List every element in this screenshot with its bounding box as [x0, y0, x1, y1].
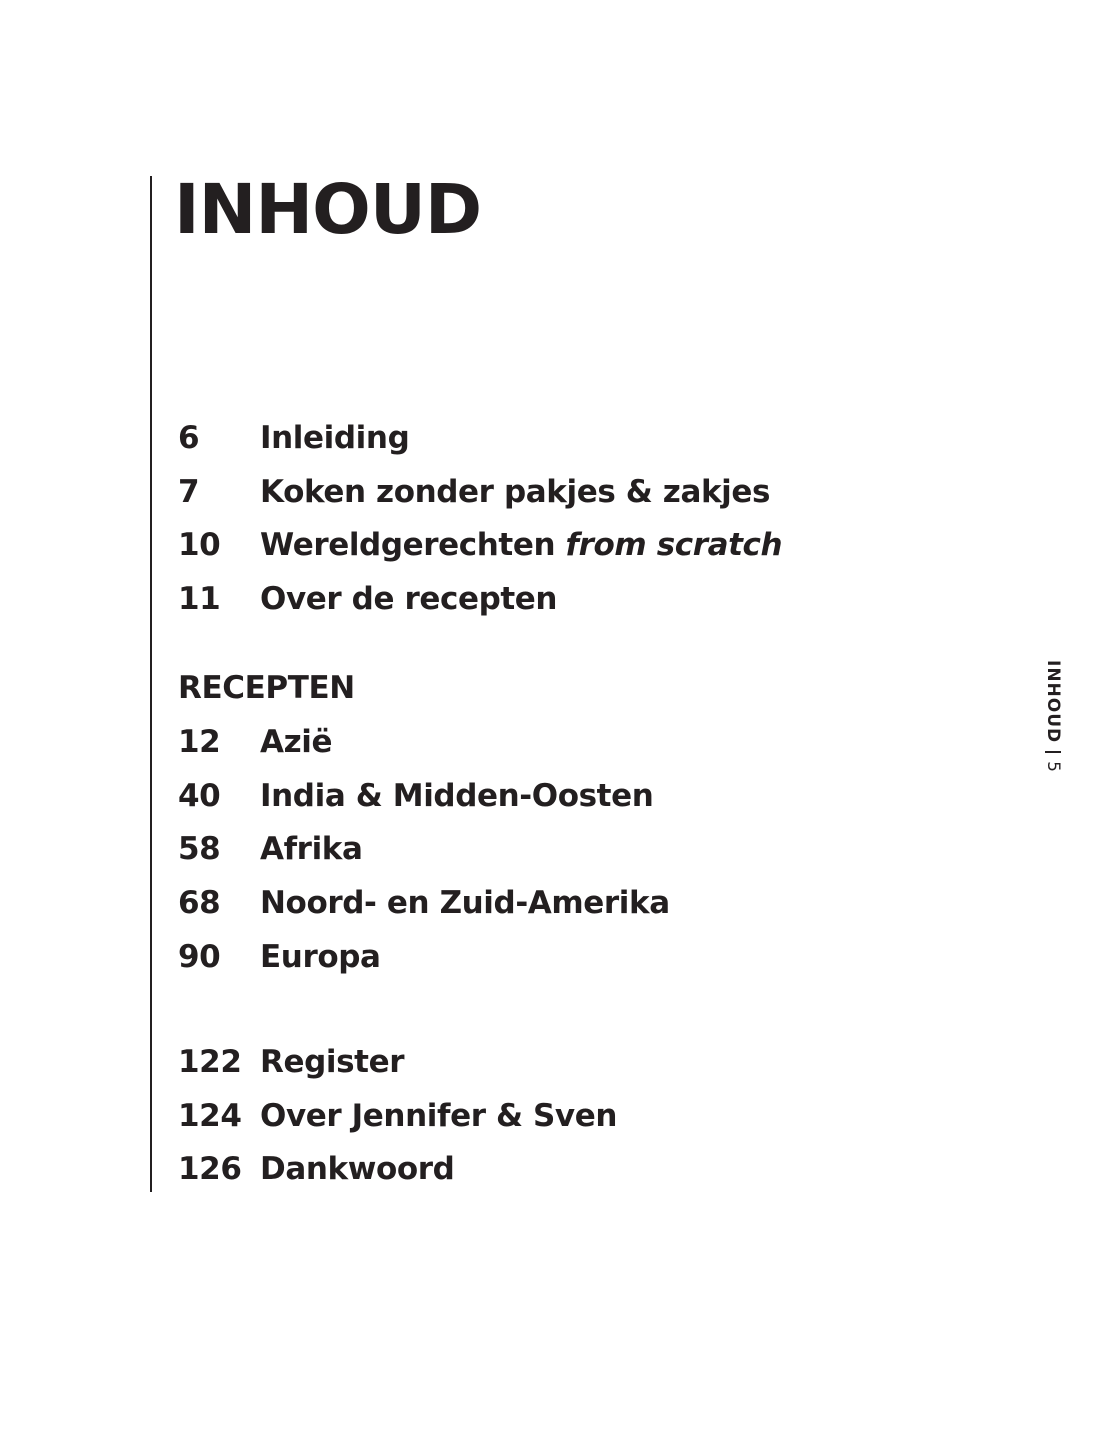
toc-entry[interactable]	[178, 465, 782, 519]
toc-page-number: 90	[178, 938, 221, 975]
toc-page-number: 122	[178, 1043, 242, 1080]
toc-entry-label: Inleiding	[260, 419, 410, 456]
toc-page-number: 11	[178, 580, 221, 617]
toc-entry-label: Over de recepten	[260, 580, 558, 617]
toc-entry[interactable]	[178, 1089, 617, 1143]
toc-entry-label: Register	[260, 1043, 405, 1080]
toc-entry[interactable]	[178, 715, 670, 769]
toc-page-number: 126	[178, 1151, 242, 1188]
margin-rule	[150, 176, 152, 1192]
intro-toc-list	[178, 411, 782, 626]
toc-entry[interactable]	[178, 930, 670, 984]
page-title: INHOUD	[174, 170, 482, 250]
toc-entry-label: Koken zonder pakjes & zakjes	[260, 473, 771, 510]
toc-entry-label: Over Jennifer & Sven	[260, 1097, 618, 1134]
toc-page-number: 7	[178, 473, 200, 510]
toc-page-number: 68	[178, 884, 221, 921]
toc-entry[interactable]	[178, 822, 670, 876]
toc-entry-label: Afrika	[260, 831, 363, 868]
toc-entry-label: Dankwoord	[260, 1151, 455, 1188]
toc-entry[interactable]	[178, 572, 782, 626]
running-head-title: INHOUD	[1043, 660, 1063, 744]
page-number: 5	[1043, 761, 1063, 772]
recipes-toc-list	[178, 715, 670, 983]
toc-entry[interactable]	[178, 769, 670, 823]
appendix-toc-list	[178, 1035, 617, 1196]
toc-entry[interactable]	[178, 876, 670, 930]
toc-entry[interactable]	[178, 411, 782, 465]
toc-entry-label: Europa	[260, 938, 381, 975]
toc-entry-label: Azië	[260, 723, 333, 760]
toc-page-number: 10	[178, 527, 221, 564]
toc-entry-label: Noord- en Zuid-Amerika	[260, 884, 670, 921]
toc-page-number: 40	[178, 777, 221, 814]
toc-page-number: 124	[178, 1097, 242, 1134]
toc-page-number: 6	[178, 419, 200, 456]
toc-entry[interactable]	[178, 1142, 617, 1196]
running-head-divider	[1045, 751, 1061, 753]
toc-entry-label: India & Midden-Oosten	[260, 777, 654, 814]
toc-page-number: 12	[178, 723, 221, 760]
toc-page-number: 58	[178, 831, 221, 868]
toc-entry[interactable]	[178, 518, 782, 572]
toc-entry-label: Wereldgerechten from scratch	[260, 527, 783, 564]
running-head	[1020, 660, 1064, 790]
toc-entry[interactable]	[178, 1035, 617, 1089]
recipes-section-heading: RECEPTEN	[178, 670, 355, 706]
